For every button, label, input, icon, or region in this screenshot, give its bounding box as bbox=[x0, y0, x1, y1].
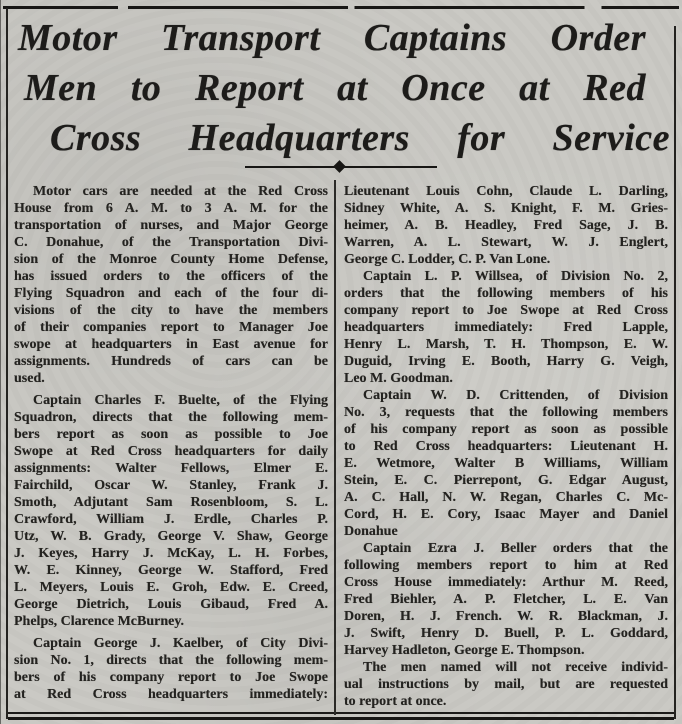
right-column bbox=[344, 183, 668, 710]
ornament-divider bbox=[245, 160, 437, 174]
paragraph bbox=[344, 540, 668, 659]
text-line: Warren, A. L. Stewart, W. J. Englert, bbox=[344, 235, 668, 250]
text-line: Captain Ezra J. Beller orders that the bbox=[363, 541, 668, 556]
text-line: C. Donahue, of the Transportation Divi- bbox=[14, 235, 328, 250]
text-line: Henry L. Marsh, T. H. Thompson, E. W. bbox=[344, 337, 668, 352]
text-line: company report to Joe Swope at Red Cross bbox=[344, 303, 668, 318]
column-divider-rule bbox=[334, 180, 336, 715]
top-border-rule bbox=[3, 6, 679, 9]
text-line: E. Wetmore, Walter B Williams, William bbox=[344, 456, 668, 471]
text-line: Doren, H. J. French. W. R. Blackman, J. bbox=[344, 609, 668, 624]
text-line: to Red Cross headquarters: Lieutenant H. bbox=[344, 439, 668, 454]
text-line: George Dietrich, Louis Gibaud, Fred A. bbox=[14, 597, 328, 612]
text-line: Fred Biehler, A. P. Fletcher, L. E. Van bbox=[344, 592, 668, 607]
paragraph bbox=[14, 392, 328, 630]
text-line: headquarters immediately: Fred Lapple, bbox=[344, 320, 668, 335]
text-line: bers of his company report to Joe Swope bbox=[14, 670, 328, 685]
text-line: transportation of nurses, and Major George bbox=[14, 218, 328, 233]
text-line: used. bbox=[14, 371, 45, 386]
paragraph bbox=[344, 387, 668, 540]
paragraph bbox=[344, 183, 668, 268]
text-line: of their companies report to Manager Joe bbox=[14, 320, 328, 335]
left-column bbox=[14, 183, 328, 708]
text-line: assignments. Hundreds of cars can be bbox=[14, 354, 328, 369]
text-line: Duguid, Irving E. Booth, Harry G. Veigh, bbox=[344, 354, 668, 369]
text-line: following members report to him at Red bbox=[344, 558, 668, 573]
text-line: Utz, W. B. Grady, George V. Shaw, George bbox=[14, 529, 328, 544]
text-line: House from 6 A. M. to 3 A. M. for the bbox=[14, 201, 328, 216]
text-line: bers report as soon as possible to Joe bbox=[14, 427, 328, 442]
text-line: No. 3, requests that the following members bbox=[344, 405, 668, 420]
text-line: A. C. Hall, N. W. Regan, Charles C. Mc- bbox=[344, 490, 668, 505]
text-line: Swope at Red Cross headquarters for daily bbox=[14, 444, 328, 459]
paragraph bbox=[14, 635, 328, 703]
text-line: visions of the city to have the members bbox=[14, 303, 328, 318]
bottom-border-rule-thin bbox=[8, 712, 674, 714]
text-line: Stein, E. C. Pierrepont, G. Edgar August, bbox=[344, 473, 668, 488]
text-line: W. E. Kinney, George W. Stafford, Fred bbox=[14, 563, 328, 578]
text-line: Fairchild, Oscar W. Stanley, Frank J. bbox=[14, 478, 328, 493]
text-line: Motor cars are needed at the Red Cross bbox=[33, 184, 328, 199]
text-line: Smoth, Adjutant Sam Rosenbloom, S. L. bbox=[14, 495, 328, 510]
text-line: Donahue bbox=[344, 524, 398, 539]
text-line: L. Meyers, Louis E. Groh, Edw. E. Creed, bbox=[14, 580, 328, 595]
text-line: heimer, A. B. Headley, Fred Sage, J. B. bbox=[344, 218, 668, 233]
text-line: J. Keyes, Harry J. McKay, L. H. Forbes, bbox=[14, 546, 328, 561]
paragraph bbox=[344, 659, 668, 710]
headline-line: Cross Headquarters for Service bbox=[50, 117, 670, 159]
text-line: Cord, H. E. Cory, Isaac Mayer and Daniel bbox=[344, 507, 668, 522]
text-line: Captain George J. Kaelber, of City Divi- bbox=[33, 636, 328, 651]
text-line: Squadron, directs that the following mem- bbox=[14, 410, 328, 425]
text-line: The men named will not receive individ- bbox=[363, 660, 668, 675]
text-line: sion No. 1, directs that the following mem- bbox=[14, 653, 328, 668]
diamond-icon bbox=[333, 160, 346, 173]
headline-line: Motor Transport Captains Order bbox=[18, 17, 646, 59]
bottom-border-rule-thick bbox=[8, 717, 674, 720]
headline bbox=[8, 13, 674, 163]
text-line: Phelps, Clarence McBurney. bbox=[14, 614, 185, 629]
text-line: to report at once. bbox=[344, 694, 447, 709]
text-line: Crawford, William J. Erdle, Charles P. bbox=[14, 512, 328, 527]
paragraph bbox=[344, 268, 668, 387]
text-line: sion of the Monroe County Home Defense, bbox=[14, 252, 328, 267]
left-edge-rule bbox=[0, 0, 1, 724]
right-border-rule bbox=[674, 26, 676, 719]
text-line: assignments: Walter Fellows, Elmer E. bbox=[14, 461, 328, 476]
text-line: Harvey Hadleton, George E. Thompson. bbox=[344, 643, 585, 658]
text-line: George C. Lodder, C. P. Van Lone. bbox=[344, 252, 551, 267]
text-line: Sidney White, A. S. Knight, F. M. Gries- bbox=[344, 201, 668, 216]
text-line: at Red Cross headquarters immediately: bbox=[14, 687, 328, 702]
text-line: Lieutenant Louis Cohn, Claude L. Darling, bbox=[344, 184, 668, 199]
text-line: Flying Squadron and each of the four di- bbox=[14, 286, 328, 301]
text-line: Captain W. D. Crittenden, of Division bbox=[363, 388, 668, 403]
text-line: ual instructions by mail, but are requested bbox=[344, 677, 668, 692]
text-line: swope at headquarters in East avenue for bbox=[14, 337, 328, 352]
text-line: J. Swift, Henry D. Buell, P. L. Goddard, bbox=[344, 626, 668, 641]
text-line: Captain L. P. Willsea, of Division No. 2, bbox=[363, 269, 668, 284]
text-line: has issued orders to the officers of the bbox=[14, 269, 328, 284]
text-line: of his company report as soon as possible bbox=[344, 422, 668, 437]
paragraph bbox=[14, 183, 328, 387]
text-line: Captain Charles F. Buelte, of the Flying bbox=[33, 393, 328, 408]
text-line: orders that the following members of his bbox=[344, 286, 668, 301]
headline-line: Men to Report at Once at Red bbox=[24, 67, 646, 109]
text-line: Cross House immediately: Arthur M. Reed, bbox=[344, 575, 668, 590]
text-line: Leo M. Goodman. bbox=[344, 371, 453, 386]
